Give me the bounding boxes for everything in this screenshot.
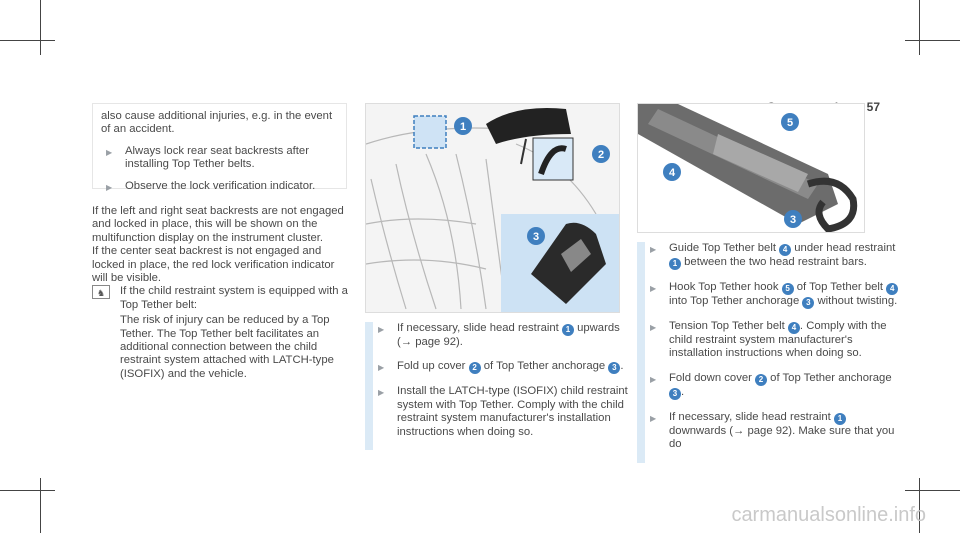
step-text: Install the LATCH-type (ISOFIX) child restraint system with Top Tether. Comply with the child restraint system manufacturer's installation instructions when doing so. (397, 385, 628, 438)
step-text: under head restraint (791, 242, 896, 254)
instruction-step (373, 360, 631, 374)
child-seat-icon: ♞ (92, 285, 110, 299)
step-text: of Top Tether belt (793, 281, 887, 293)
step-text: Fold down cover (669, 371, 756, 384)
callout-number: 1 (669, 258, 681, 270)
warning-box (92, 103, 347, 192)
middle-steps (365, 322, 631, 450)
step-text: into Top Tether anchorage (669, 295, 803, 307)
step-text: . (681, 385, 685, 398)
left-column (92, 205, 350, 381)
crop-mark (905, 40, 960, 41)
callout-number: 4 (788, 322, 800, 334)
callout-3b: 3 (789, 214, 797, 226)
callout-number: 3 (802, 297, 814, 309)
callout-2: 2 (597, 149, 605, 161)
step-text: . Comply with the child restraint system manufacturer's installation instructions when doing so. (669, 320, 887, 360)
callout-number: 2 (755, 374, 767, 386)
child-seat-note (92, 285, 350, 381)
paragraph: If the left and right seat backrests are not engaged and locked in place, this will be shown on the multifunction display on the instrument cluster. (92, 205, 344, 244)
instruction-step (645, 320, 903, 361)
crop-mark (0, 40, 55, 41)
note-body: The risk of injury can be reduced by a Top Tether. The Top Tether belt facilitates an additional connection between the child restraint system attached with LATCH-type (ISOFIX) and the vehicle. (120, 314, 334, 380)
callout-3: 3 (532, 231, 540, 243)
step-text: upwards (→ page 92). (397, 322, 620, 348)
instruction-step (645, 281, 903, 309)
callout-number: 5 (782, 283, 794, 295)
callout-number: 3 (608, 362, 620, 374)
note-lead: If the child restraint system is equipped with a Top Tether belt: (120, 285, 348, 311)
step-text: If necessary, slide head restraint (669, 410, 834, 423)
step-text: between the two head restraint bars. (681, 256, 867, 268)
watermark: carmanualsonline.info (731, 504, 926, 526)
crop-mark (905, 490, 960, 491)
crop-mark (919, 0, 920, 55)
step-text: without twisting. (814, 295, 898, 307)
instruction-step (645, 372, 903, 400)
step-text: If necessary, slide head restraint (397, 322, 562, 334)
crop-mark (0, 490, 55, 491)
step-text: Hook Top Tether hook (669, 281, 782, 293)
callout-number: 1 (562, 324, 574, 336)
step-text: Guide Top Tether belt (669, 242, 780, 254)
step-text: of Top Tether anchorage (767, 371, 892, 384)
callout-5: 5 (786, 117, 794, 129)
step-text: of Top Tether anchorage (480, 360, 609, 373)
warning-bullet (101, 180, 338, 193)
instruction-step (373, 322, 631, 349)
warning-bullet (101, 145, 338, 172)
callout-number: 1 (834, 413, 846, 425)
figure-rear-seat (365, 103, 620, 313)
right-steps (637, 242, 903, 463)
seat-illustration (366, 104, 620, 313)
step-text: . (620, 360, 624, 373)
step-text: Fold up cover (397, 360, 469, 373)
warning-text: also cause additional injuries, e.g. in the event of an accident. (101, 110, 333, 136)
bullet-text: Observe the lock verification indicator. (125, 179, 316, 192)
callout-1: 1 (459, 121, 467, 133)
paragraph: If the center seat backrest is not engaged and locked in place, the red lock verification indicator will be visible. (92, 245, 335, 285)
callout-number: 4 (779, 244, 791, 256)
callout-4: 4 (668, 167, 676, 179)
step-text: Tension Top Tether belt (669, 320, 788, 332)
instruction-step (645, 242, 903, 270)
crop-mark (40, 0, 41, 55)
callout-number: 3 (669, 388, 681, 400)
figure-tether-hook (637, 103, 865, 233)
instruction-step (645, 411, 903, 452)
bullet-text: Always lock rear seat backrests after installing Top Tether belts. (125, 144, 309, 171)
instruction-step (373, 385, 631, 439)
callout-number: 2 (469, 362, 481, 374)
step-text: downwards (→ page 92). Make sure that you do (669, 424, 895, 451)
crop-mark (40, 478, 41, 533)
hook-illustration (638, 104, 865, 233)
callout-number: 4 (886, 283, 898, 295)
page-number: 57 (866, 100, 880, 114)
